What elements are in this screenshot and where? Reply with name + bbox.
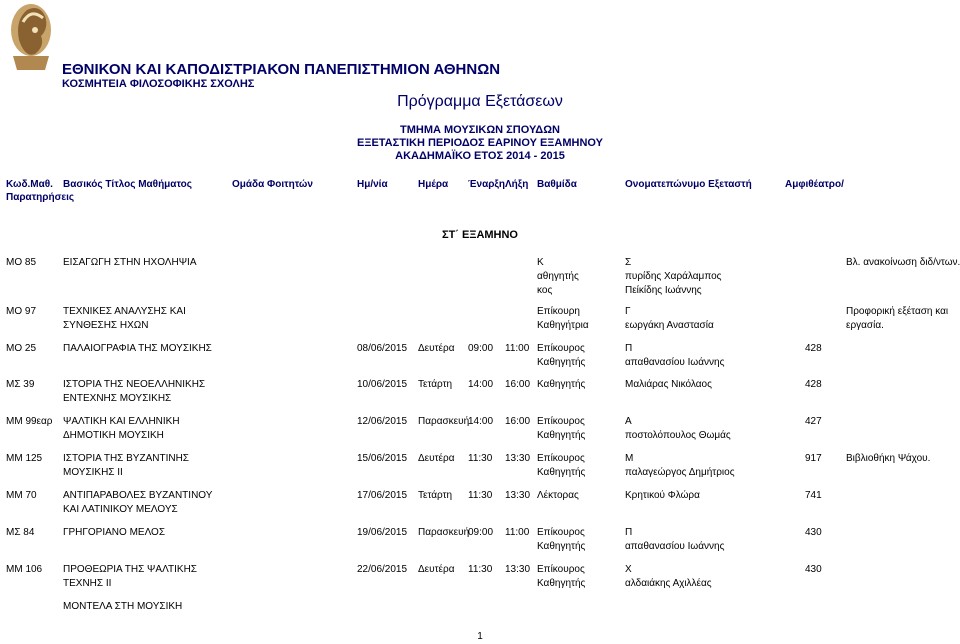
cell-start-line: 11:30 [468,564,493,575]
university-seal-logo [5,0,57,74]
cell-examiner-line: πυρίδης Χαράλαμπος [625,271,722,282]
cell-code [6,489,37,503]
cell-room [805,452,822,466]
cell-rank-line: Επίκουρος [537,527,585,538]
cell-title [63,256,197,270]
cell-start [468,526,493,540]
cell-notes [846,305,948,333]
cell-title-line: ΤΕΧΝΙΚΕΣ ΑΝΑΛΥΣΗΣ ΚΑΙ [63,306,186,317]
cell-date [357,378,407,392]
cell-start [468,342,493,356]
cell-title [63,526,165,540]
cell-day-line: Δευτέρα [418,564,455,575]
academic-year: ΑΚΑΔΗΜΑΪΚΟ ΕΤΟΣ 2014 - 2015 [395,150,565,162]
cell-end-line: 13:30 [505,453,531,464]
cell-title [63,600,182,614]
cell-day [418,452,454,466]
cell-date-line: 19/06/2015 [357,527,408,538]
cell-day [418,489,452,503]
cell-code-line: ΜΣ 84 [6,527,35,538]
cell-rank [537,305,589,333]
cell-day [418,415,469,429]
cell-title-line: ΠΡΟΘΕΩΡΙΑ ΤΗΣ ΨΑΛΤΙΚΗΣ [63,564,197,575]
cell-title [63,415,180,443]
cell-notes-line: Βιβλιοθήκη Ψάχου. [846,453,931,464]
cell-rank-line: Καθηγητής [537,430,586,441]
cell-start-line: 14:00 [468,379,494,390]
col-header-title: Βασικός Τίτλος Μαθήματος [63,179,192,190]
cell-end-line: 16:00 [505,379,531,390]
cell-examiner-line: απαθανασίου Ιωάννης [625,357,725,368]
cell-day [418,378,452,392]
cell-date-line: 22/06/2015 [357,564,408,575]
cell-day [418,563,454,577]
cell-title-line: ΓΡΗΓΟΡΙΑΝΟ ΜΕΛΟΣ [63,527,166,538]
cell-date [357,342,407,356]
cell-rank [537,342,585,370]
cell-rank [537,489,579,503]
cell-rank-line: Κ [537,257,544,268]
cell-examiner [625,305,714,333]
cell-room [805,489,822,503]
cell-start-line: 14:00 [468,416,494,427]
cell-title [63,378,205,406]
cell-title [63,342,212,356]
cell-title [63,305,186,333]
cell-notes-line: Βλ. ανακοίνωση διδ/ντων. [846,257,960,268]
cell-rank-line: Καθηγήτρια [537,320,589,331]
cell-examiner-line: Κρητικού Φλώρα [625,490,700,501]
cell-code-line: ΜΟ 25 [6,343,37,354]
cell-title-line: ΣΥΝΘΕΣΗΣ ΗΧΩΝ [63,320,149,331]
cell-examiner [625,452,735,480]
cell-title-line: ΙΣΤΟΡΙΑ ΤΗΣ ΝΕΟΕΛΛΗΝΙΚΗΣ [63,379,206,390]
cell-examiner-line: παλαγεώργος Δημήτριος [625,467,735,478]
cell-rank-line: Επίκουρος [537,416,585,427]
cell-examiner-line: απαθανασίου Ιωάννης [625,541,725,552]
exam-period: ΕΞΕΤΑΣΤΙΚΗ ΠΕΡΙΟΔΟΣ ΕΑΡΙΝΟΥ ΕΞΑΜΗΝΟΥ [357,137,603,149]
cell-end [505,489,530,503]
cell-title-line: ΜΟΥΣΙΚΗΣ ΙΙ [63,467,123,478]
cell-title-line: ΑΝΤΙΠΑΡΑΒΟΛΕΣ ΒΥΖΑΝΤΙΝΟΥ [63,490,213,501]
cell-rank-line: Καθηγητής [537,379,586,390]
cell-examiner-line: εωργάκη Αναστασία [625,320,714,331]
cell-date [357,489,407,503]
cell-room-line: 430 [805,527,822,538]
cell-room-line: 428 [805,379,822,390]
cell-end [505,563,530,577]
cell-date-line: 08/06/2015 [357,343,408,354]
col-header-date: Ημ/νία [357,179,388,190]
cell-rank [537,452,585,480]
cell-examiner-line: Μ [625,453,634,464]
cell-end [505,378,530,392]
cell-room [805,563,822,577]
cell-rank [537,378,585,392]
cell-code [6,256,36,270]
cell-notes-line: Προφορική εξέταση και [846,306,949,317]
cell-rank-line: Επίκουρος [537,453,585,464]
cell-date [357,415,407,429]
cell-title-line: ΠΑΛΑΙΟΓΡΑΦΙΑ ΤΗΣ ΜΟΥΣΙΚΗΣ [63,343,212,354]
page-title: Πρόγραμμα Εξετάσεων [397,93,563,110]
cell-code-line: ΜΜ 70 [6,490,37,501]
cell-title-line: ΔΗΜΟΤΙΚΗ ΜΟΥΣΙΚΗ [63,430,164,441]
cell-end [505,342,529,356]
cell-code-line: ΜΣ 39 [6,379,35,390]
cell-code-line: ΜΟ 97 [6,306,37,317]
cell-examiner [625,489,700,503]
cell-start-line: 11:30 [468,453,493,464]
cell-rank [537,526,585,554]
cell-room-line: 741 [805,490,822,501]
cell-examiner-line: Χ [625,564,632,575]
cell-rank-line: Καθηγητής [537,541,586,552]
col-header-end: Λήξη [505,179,529,190]
cell-date-line: 12/06/2015 [357,416,408,427]
cell-code [6,378,34,392]
cell-examiner [625,526,724,554]
cell-day-line: Δευτέρα [418,453,455,464]
cell-notes [846,452,930,466]
cell-start [468,378,493,392]
cell-rank-line: κος [537,285,553,296]
cell-title [63,489,212,517]
col-header-examiner: Ονοματεπώνυμο Εξεταστή [625,179,752,190]
school-name: ΚΟΣΜΗΤΕΙΑ ΦΙΛΟΣΟΦΙΚΗΣ ΣΧΟΛΗΣ [62,78,255,90]
cell-room-line: 917 [805,453,822,464]
cell-rank-line: Καθηγητής [537,467,586,478]
cell-examiner-line: Π [625,343,633,354]
col-header-day: Ημέρα [418,179,449,190]
cell-rank [537,415,585,443]
cell-rank [537,563,585,591]
cell-title [63,452,189,480]
department-name: ΤΜΗΜΑ ΜΟΥΣΙΚΩΝ ΣΠΟΥΔΩΝ [400,124,560,136]
cell-start [468,415,493,429]
cell-day [418,342,454,356]
cell-date [357,526,407,540]
cell-code-line: ΜΜ 99εαρ [6,416,53,427]
cell-code [6,563,42,577]
cell-title-line: ΤΕΧΝΗΣ ΙΙ [63,578,112,589]
cell-rank-line: Καθηγητής [537,357,586,368]
cell-code [6,526,34,540]
page-number: 1 [477,631,483,642]
cell-rank-line: Επίκουρος [537,343,585,354]
cell-start-line: 09:00 [468,343,494,354]
cell-notes-line: εργασία. [846,320,884,331]
cell-day [418,526,469,540]
col-header-rank: Βαθμίδα [537,179,577,190]
cell-room [805,342,822,356]
cell-end [505,415,530,429]
cell-examiner [625,378,712,392]
cell-rank-line: Καθηγητής [537,578,586,589]
cell-end-line: 11:00 [505,527,530,538]
cell-examiner-line: Α [625,416,632,427]
cell-code-line: ΜΜ 106 [6,564,43,575]
cell-start [468,563,492,577]
cell-title-line: ΚΑΙ ΛΑΤΙΝΙΚΟΥ ΜΕΛΟΥΣ [63,504,178,515]
cell-room [805,526,822,540]
cell-code-line: ΜΟ 85 [6,257,37,268]
cell-rank [537,256,579,298]
cell-examiner [625,342,724,370]
cell-room-line: 427 [805,416,822,427]
cell-end [505,526,529,540]
cell-examiner [625,563,712,591]
cell-examiner-line: Πείκίδης Ιωάννης [625,285,702,296]
cell-examiner-line: Γ [625,306,631,317]
col-header-notes: Παρατηρήσεις [6,192,75,203]
cell-examiner [625,415,731,443]
cell-start [468,489,492,503]
cell-rank-line: αθηγητής [537,271,579,282]
university-name: ΕΘΝΙΚΟΝ ΚΑΙ ΚΑΠΟΔΙΣΤΡΙΑΚΟΝ ΠΑΝΕΠΙΣΤΗΜΙΟΝ ΑΘΗΝΩΝ [62,61,501,78]
col-header-code: Κωδ.Μαθ. [6,179,53,190]
cell-day-line: Τετάρτη [418,490,453,501]
cell-date [357,452,407,466]
cell-date-line: 10/06/2015 [357,379,408,390]
cell-end-line: 11:00 [505,343,530,354]
cell-date-line: 17/06/2015 [357,490,408,501]
cell-room-line: 428 [805,343,822,354]
cell-start [468,452,492,466]
cell-code [6,415,53,429]
cell-end-line: 13:30 [505,490,531,501]
cell-examiner-line: Π [625,527,633,538]
cell-rank-line: Λέκτορας [537,490,579,501]
cell-title [63,563,197,591]
cell-date-line: 15/06/2015 [357,453,408,464]
cell-code [6,452,42,466]
cell-end-line: 16:00 [505,416,531,427]
cell-start-line: 11:30 [468,490,493,501]
cell-examiner-line: Μαλιάρας Νικόλαος [625,379,712,390]
col-header-start: Έναρξη [468,179,505,190]
cell-code [6,305,36,319]
col-header-group: Ομάδα Φοιτητών [232,179,313,190]
cell-day-line: Τετάρτη [418,379,453,390]
cell-examiner-line: Σ [625,257,632,268]
cell-day-line: Παρασκευή [418,527,470,538]
cell-room-line: 430 [805,564,822,575]
cell-room [805,378,822,392]
cell-code [6,342,36,356]
cell-rank-line: Επίκουρη [537,306,580,317]
cell-examiner [625,256,721,298]
cell-end-line: 13:30 [505,564,531,575]
cell-start-line: 09:00 [468,527,494,538]
cell-notes [846,256,960,270]
cell-code-line: ΜΜ 125 [6,453,43,464]
cell-title-line: ΙΣΤΟΡΙΑ ΤΗΣ ΒΥΖΑΝΤΙΝΗΣ [63,453,189,464]
semester-heading: ΣΤ΄ ΕΞΑΜΗΝΟ [441,229,518,241]
cell-date [357,563,407,577]
cell-title-line: ΨΑΛΤΙΚΗ ΚΑΙ ΕΛΛΗΝΙΚΗ [63,416,180,427]
cell-examiner-line: αλδαιάκης Αχιλλέας [625,578,712,589]
cell-examiner-line: ποστολόπουλος Θωμάς [625,430,731,441]
cell-title-line: ΕΙΣΑΓΩΓΗ ΣΤΗΝ ΗΧΟΛΗΨΙΑ [63,257,197,268]
cell-day-line: Παρασκευή [418,416,470,427]
cell-room [805,415,822,429]
cell-title-line: ΜΟΝΤΕΛΑ ΣΤΗ ΜΟΥΣΙΚΗ [63,601,183,612]
col-header-room: Αμφιθέατρο/ [785,179,844,190]
cell-day-line: Δευτέρα [418,343,455,354]
cell-end [505,452,530,466]
cell-title-line: ΕΝΤΕΧΝΗΣ ΜΟΥΣΙΚΗΣ [63,393,172,404]
cell-rank-line: Επίκουρος [537,564,585,575]
